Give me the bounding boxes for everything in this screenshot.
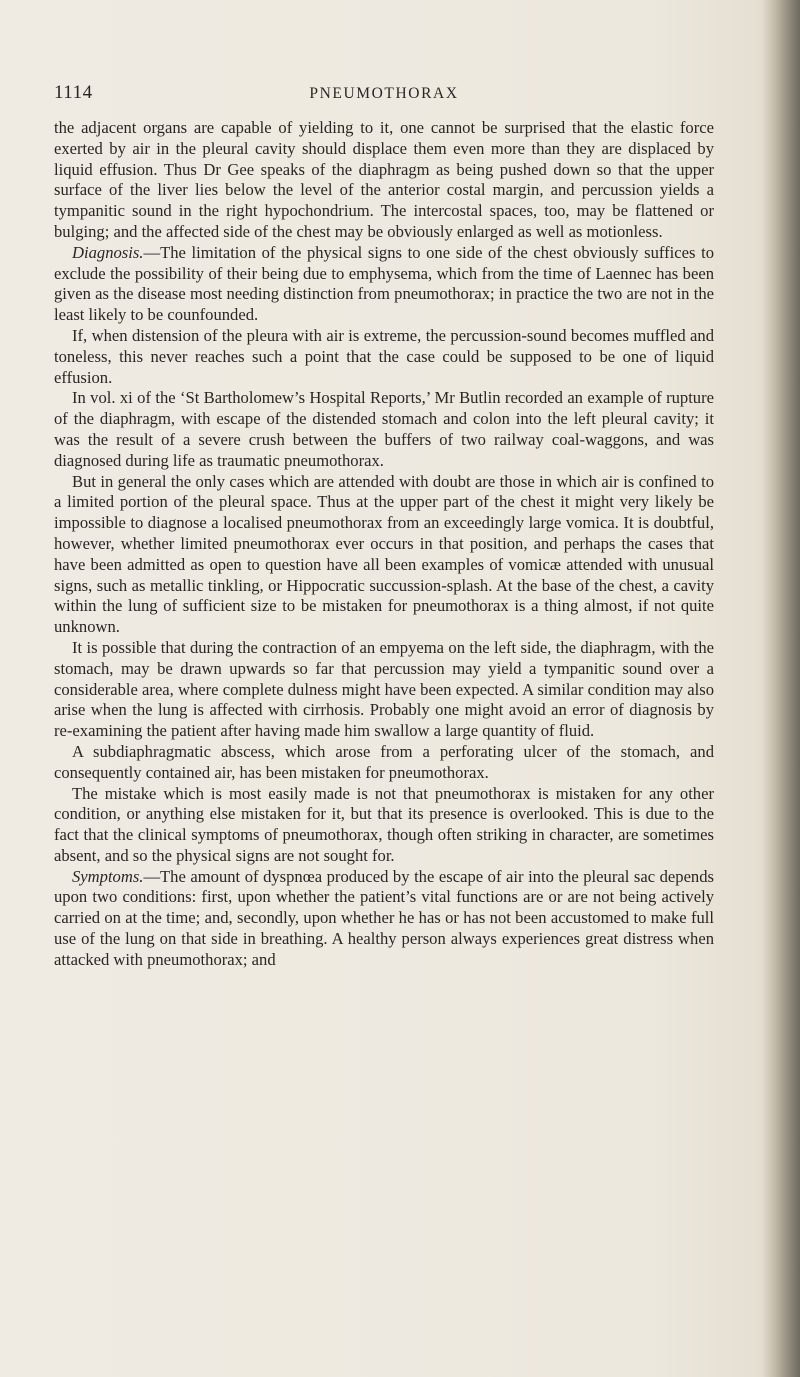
paragraph [54,784,714,867]
running-head: PNEUMOTHORAX [309,85,459,102]
paragraph-text: —The limitation of the physical signs to one side of the chest obviously suffices to exclude the possibility of their being due to emphysema, which from the time of Laennec has been given as the disease most needing distinction from pneumothorax; in practice the two are not in the least likely to be counfounded. [54,242,714,325]
paragraph-continuation [54,118,714,243]
paragraph-text: —The amount of dyspnœa produced by the escape of air into the pleural sac depends upon two conditions: first, upon whether the patient’s vital functions are or are not being actively carried on at the time; and, secondly, upon whether he has or has not been accustomed to make full use of the lung on that side in breathing. A healthy person always experiences great distress when attacked with pneumothorax; and [54,866,714,969]
paragraph-text: In vol. xi of the ‘St Bartholomew’s Hospital Reports,’ Mr Butlin recorded an example of rupture of the diaphragm, with escape of the distended stomach and colon into the left pleural cavity; it was the result of a severe crush between the buffers of two railway coal-waggons, and was diagnosed during life as traumatic pneumothorax. [54,388,714,470]
section-lead-symptoms: Symptoms. [72,866,144,886]
paragraph [54,388,714,471]
paragraph [54,326,714,388]
paragraph-text: A subdiaphragmatic abscess, which arose from a perforating ulcer of the stomach, and consequently contained air, has been mistaken for pneumothorax. [54,741,714,782]
paragraph [54,638,714,742]
paragraph-diagnosis [54,243,714,326]
paragraph [54,472,714,638]
paragraph-symptoms [54,867,714,971]
paragraph-text: It is possible that during the contraction of an empyema on the left side, the diaphragm, with the stomach, may be drawn upwards so far that percussion may yield a tympanitic sound over a considerable area, where complete dulness might have been expected. A similar condition may also arise when the lung is affected with cirrhosis. Probably one might avoid an error of diagnosis by re-examining the patient after having made him swallow a large quantity of fluid. [54,637,714,741]
page-header [54,82,714,106]
paragraph-text: But in general the only cases which are attended with doubt are those in which air is confined to a limited portion of the pleural space. Thus at the upper part of the chest it might very likely be impossible to diagnose a localised pneumothorax from an exceedingly large vomica. It is doubtful, however, whether limited pneumothorax ever occurs in that position, and perhaps the cases that have been admitted as open to question have all been examples of vomicæ attended with unusual signs, such as metallic tinkling, or Hippocratic succussion-splash. At the base of the chest, a cavity within the lung of sufficient size to be mistaken for pneumothorax is a thing almost, if not quite unknown. [54,471,714,637]
paragraph-text: the adjacent organs are capable of yielding to it, one cannot be surprised that the elastic force exerted by air in the pleural cavity should displace them even more than they are displaced by liquid effusion. Thus Dr Gee speaks of the diaphragm as being pushed down so that the upper surface of the liver lies below the level of the anterior costal margin, and percussion yields a tympanitic sound in the right hypochondrium. The intercostal spaces, too, may be flattened or bulging; and the affected side of the chest may be obviously enlarged as well as motionless. [54,118,714,241]
paragraph-text: The mistake which is most easily made is not that pneumothorax is mistaken for any other condition, or anything else mistaken for it, but that its presence is overlooked. This is due to the fact that the clinical symptoms of pneumothorax, though often striking in character, are sometimes absent, and so the physical signs are not sought for. [54,783,714,865]
body-text [54,118,714,971]
section-lead-diagnosis: Diagnosis. [72,242,144,262]
page-number: 1114 [54,82,93,103]
paragraph-text: If, when distension of the pleura with air is extreme, the percussion-sound becomes muffled and toneless, this never reaches such a point that the case could be supposed to be one of liquid effusion. [54,325,714,387]
paragraph [54,742,714,784]
binding-shadow [762,0,800,1377]
